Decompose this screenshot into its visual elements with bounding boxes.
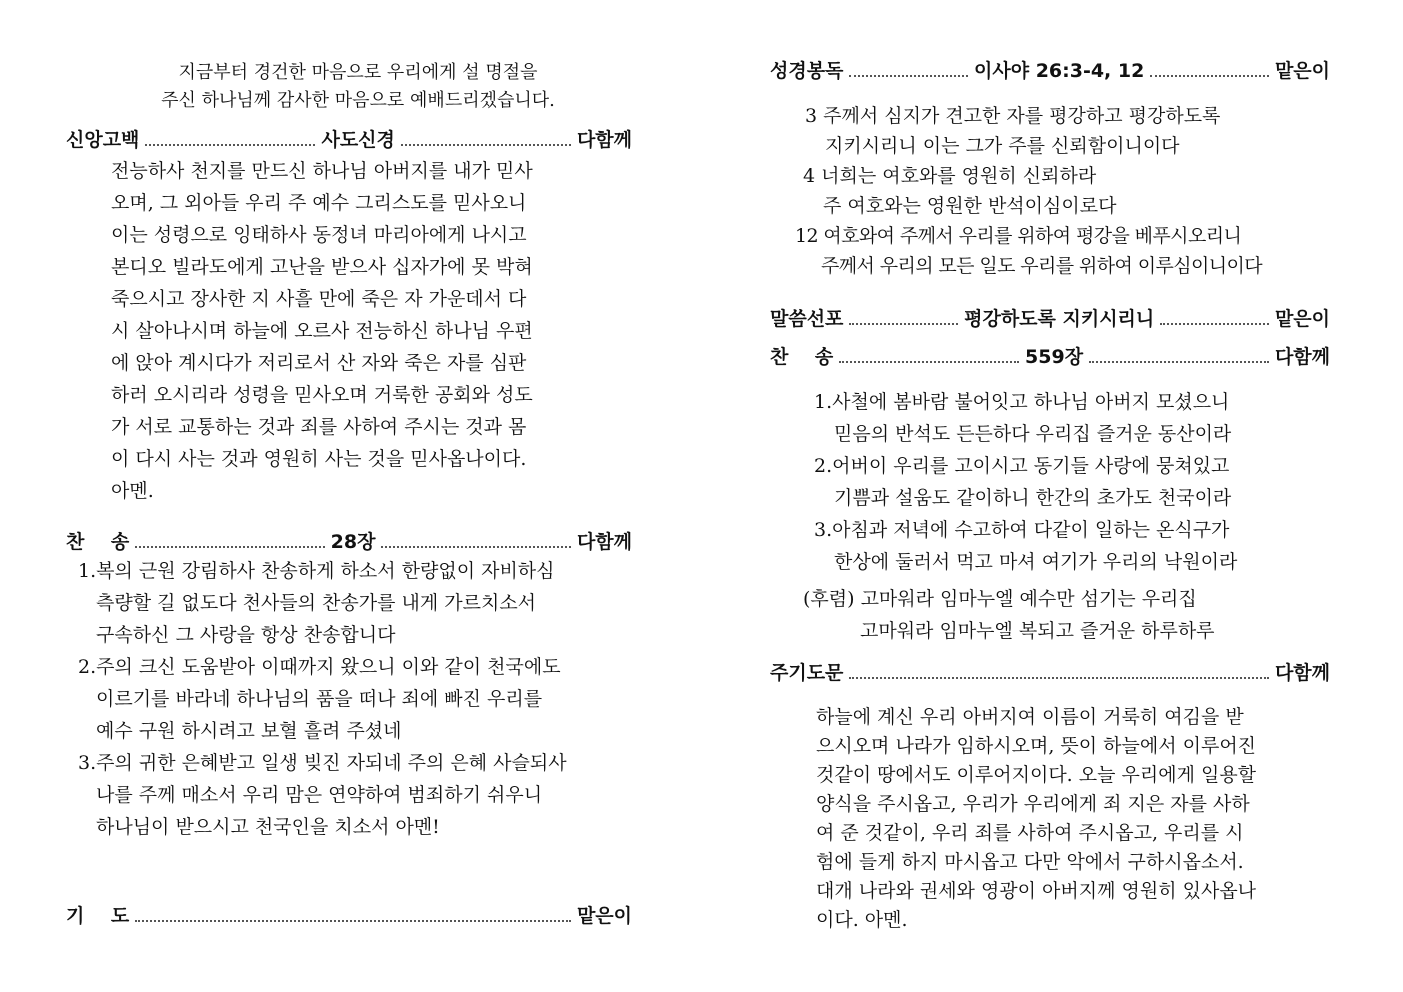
leader-dots [401, 144, 571, 146]
lords-prayer-label: 주기도문 [770, 662, 844, 684]
scripture-reference: 이사야 26:3-4, 12 [974, 60, 1145, 82]
prayer-label: 기 도 [66, 905, 130, 927]
text-line: 하나님이 받으시고 천국인을 치소서 아멘! [96, 816, 440, 838]
chorus-line: 고마워라 임마누엘 복되고 즐거운 하루하루 [860, 620, 1215, 642]
hymn-label: 찬 송 [770, 346, 834, 368]
text-line: 1.복의 근원 강림하사 찬송하게 하소서 한량없이 자비하심 [78, 560, 555, 582]
text-line: 나를 주께 매소서 우리 맘은 연약하여 범죄하기 쉬우니 [96, 784, 543, 806]
creed-title: 사도신경 [321, 129, 395, 151]
text-line: 4 너희는 여호와를 영원히 신뢰하라 [803, 165, 1097, 187]
text-line: 3 주께서 심지가 견고한 자를 평강하고 평강하도록 [805, 105, 1221, 127]
text-line: 구속하신 그 사랑을 항상 찬송합니다 [96, 624, 396, 646]
text-line: 험에 들게 하지 마시옵고 다만 악에서 구하시옵소서. [816, 851, 1244, 873]
text-line: 주께서 우리의 모든 일도 우리를 위하여 이루심이니이다 [821, 255, 1262, 277]
scripture-header [770, 57, 1330, 83]
text-line: 3.아침과 저녁에 수고하여 다같이 일하는 온식구가 [814, 519, 1230, 541]
text-line: 시 살아나시며 하늘에 오르사 전능하신 하나님 우편 [111, 320, 533, 342]
leader-dots [849, 677, 1269, 679]
text-line: 이 다시 사는 것과 영원히 사는 것을 믿사옵나이다. [111, 448, 527, 470]
leader-dots [849, 75, 968, 77]
chorus-line: (후렴) 고마워라 임마누엘 예수만 섬기는 우리집 [803, 588, 1197, 610]
text-line: 믿음의 반석도 든든하다 우리집 즐거운 동산이라 [834, 423, 1232, 445]
prayer-header [66, 902, 632, 928]
creed-header [66, 126, 632, 152]
hymn-header-left [66, 528, 632, 554]
text-line: 하러 오시리라 성령을 믿사오며 거룩한 공회와 성도 [111, 384, 533, 406]
text-line: 하늘에 계신 우리 아버지여 이름이 거룩히 여김을 받 [816, 706, 1244, 728]
prayer-leader: 맡은이 [576, 905, 632, 927]
text-line: 대개 나라와 권세와 영광이 아버지께 영원히 있사옵나 [816, 880, 1257, 902]
hymn-header-right [770, 343, 1330, 369]
scripture-leader: 맡은이 [1274, 60, 1330, 82]
hymn-text-right [814, 386, 1237, 578]
leader-dots [381, 546, 570, 548]
leader-dots [135, 546, 324, 548]
leader-dots [1089, 361, 1269, 363]
text-line: 전능하사 천지를 만드신 하나님 아버지를 내가 믿사 [111, 160, 533, 182]
text-line: 12 여호와여 주께서 우리를 위하여 평강을 베푸시오리니 [795, 225, 1242, 247]
text-line: 이다. 아멘. [816, 909, 908, 931]
text-line: 측량할 길 없도다 천사들의 찬송가를 내게 가르치소서 [96, 592, 537, 614]
leader-dots [839, 361, 1019, 363]
hymn-number: 28장 [330, 531, 376, 553]
creed-leader: 다함께 [576, 129, 632, 151]
hymn-leader: 다함께 [576, 531, 632, 553]
text-line: 한상에 둘러서 먹고 마셔 여기가 우리의 낙원이라 [834, 551, 1238, 573]
intro-line-2: 주신 하나님께 감사한 마음으로 예배드리겠습니다. [161, 90, 555, 111]
text-line: 주 여호와는 영원한 반석이심이로다 [823, 195, 1117, 217]
leader-dots [849, 323, 958, 325]
hymn-leader: 다함께 [1274, 346, 1330, 368]
leader-dots [145, 144, 315, 146]
hymn-label: 찬 송 [66, 531, 130, 553]
hymn-text-left [78, 555, 567, 843]
lords-prayer-header [770, 659, 1330, 685]
text-line: 양식을 주시옵고, 우리가 우리에게 죄 지은 자를 사하 [816, 793, 1250, 815]
intro-line-1: 지금부터 경건한 마음으로 우리에게 설 명절을 [178, 62, 538, 83]
hymn-chorus [803, 583, 1215, 647]
text-line: 가 서로 교통하는 것과 죄를 사하여 주시는 것과 몸 [111, 416, 527, 438]
sermon-label: 말씀선포 [770, 308, 844, 330]
text-line: 1.사철에 봄바람 불어잇고 하나님 아버지 모셨으니 [814, 391, 1230, 413]
text-line: 예수 구원 하시려고 보혈 흘려 주셨네 [96, 720, 402, 742]
text-line: 2.주의 크신 도움받아 이때까지 왔으니 이와 같이 천국에도 [78, 656, 561, 678]
creed-text [111, 155, 533, 507]
text-line: 여 준 것같이, 우리 죄를 사하여 주시옵고, 우리를 시 [816, 822, 1244, 844]
text-line: 것같이 땅에서도 이루어지이다. 오늘 우리에게 일용할 [816, 764, 1257, 786]
leader-dots [1160, 323, 1269, 325]
sermon-leader: 맡은이 [1274, 308, 1331, 330]
text-line: 3.주의 귀한 은혜받고 일생 빚진 자되네 주의 은혜 사슬되사 [78, 752, 567, 774]
text-line: 2.어버이 우리를 고이시고 동기들 사랑에 뭉쳐있고 [814, 455, 1230, 477]
sermon-header [770, 305, 1330, 331]
text-line: 죽으시고 장사한 지 사흘 만에 죽은 자 가운데서 다 [111, 288, 527, 310]
scripture-label: 성경봉독 [770, 60, 844, 82]
text-line: 본디오 빌라도에게 고난을 받으사 십자가에 못 박혀 [111, 256, 533, 278]
sermon-title: 평강하도록 지키시리니 [964, 308, 1155, 330]
lords-prayer-leader: 다함께 [1274, 662, 1330, 684]
text-line: 에 앉아 계시다가 저리로서 산 자와 죽은 자를 심판 [111, 352, 527, 374]
leader-dots [135, 920, 571, 922]
text-line: 오며, 그 외아들 우리 주 예수 그리스도를 믿사오니 [111, 192, 527, 214]
scripture-text [795, 101, 1262, 281]
text-line: 지키시리니 이는 그가 주를 신뢰함이니이다 [825, 135, 1180, 157]
text-line: 이르기를 바라네 하나님의 품을 떠나 죄에 빠진 우리를 [96, 688, 543, 710]
text-line: 기쁨과 설움도 같이하니 한간의 초가도 천국이라 [834, 487, 1232, 509]
lords-prayer-text [816, 703, 1256, 935]
hymn-number: 559장 [1025, 346, 1084, 368]
leader-dots [1150, 75, 1269, 77]
text-line: 으시오며 나라가 임하시오며, 뜻이 하늘에서 이루어진 [816, 735, 1257, 757]
creed-label: 신앙고백 [66, 129, 140, 151]
text-line: 이는 성령으로 잉태하사 동정녀 마리아에게 나시고 [111, 224, 527, 246]
text-line: 아멘. [111, 480, 154, 502]
